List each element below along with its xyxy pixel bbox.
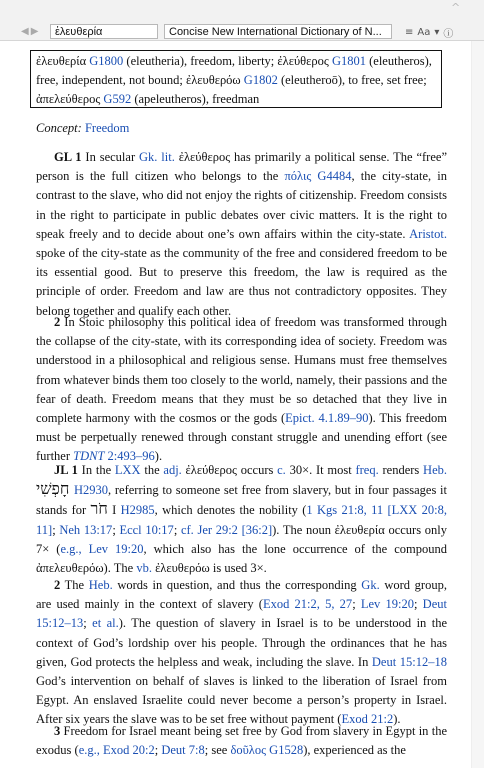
info-icon[interactable]: ⓘ bbox=[443, 28, 454, 40]
back-icon[interactable]: ◀ bbox=[21, 26, 29, 37]
scripture-link[interactable]: cf. Jer 29:2 [36:2] bbox=[180, 522, 273, 537]
scripture-link[interactable]: e.g., Lev 19:20 bbox=[60, 541, 144, 556]
paragraph-number: 2 bbox=[54, 578, 61, 592]
abbrev-link[interactable]: c. bbox=[277, 463, 286, 477]
scripture-link[interactable]: Neh 13:17 bbox=[59, 522, 113, 537]
source-link[interactable]: Epict. 4.1.89–90 bbox=[285, 411, 369, 426]
definition-text: (eleutheroō), to free, set free; ἀπελεύθερος bbox=[36, 73, 427, 106]
abbrev-link[interactable]: et al. bbox=[92, 616, 119, 631]
abbrev-link[interactable]: Heb. bbox=[88, 578, 113, 592]
jl1-paragraph: JL 1 In the LXX the adj. ἐλεύθερος occurs c. 30×. It most freq. renders Heb. חָפְשִׁי H2930, referring to someone set free from slavery, but in four passages it stands for חֹר I H2985, which denotes the nobility (1 Kgs 21:8, 11 [LXX 20:8, 11]; Neh 13:17; Eccl 10:17; cf. Jer 29:2 [36:2]). The noun ἐλευθερία occurs only 7× (e.g., Lev 19:20, which also has the lone occurrence of the compound ἀπελευθερόω). The vb. ἐλευθερόω is used 3×. bbox=[36, 463, 447, 576]
paragraph-number: 2 bbox=[54, 315, 61, 329]
definition-text: (apeleutheros), freedman bbox=[131, 92, 260, 106]
source-link[interactable]: TDNT 2:493–96 bbox=[73, 449, 155, 464]
jl2-paragraph: 2 The Heb. words in question, and thus the corresponding Gk. word group, are used mainly in the context of slavery (Exod 21:2, 5, 27; Lev 19:20; Deut 15:12–13; et al.). The question of slavery in Israel is to be understood in the context of God’s lordship over his people. Through the ordinances that he has given, God protects the helpless and weak, including the slave. In Deut 15:12–18 God’s intervention on behalf of slaves is linked to the liberation of Israel from Egypt. An enslaved Israelite could never become a person’s property in Israel. After six years the slave was to be set free without payment (Exod 21:2). bbox=[36, 578, 448, 727]
scripture-link[interactable]: Exod 21:2, 5, 27 bbox=[262, 597, 353, 612]
scripture-link[interactable]: Deut 15:12–18 bbox=[371, 654, 447, 669]
concept-label: Concept: bbox=[36, 121, 85, 135]
forward-icon[interactable]: ▶ bbox=[30, 26, 39, 37]
toolbar bbox=[0, 0, 484, 41]
strongs-link[interactable]: δοῦλος G1528 bbox=[230, 743, 304, 758]
abbrev-link[interactable]: LXX bbox=[114, 463, 141, 477]
gl1-paragraph: GL 1 In secular Gk. lit. ἐλεύθερος has primarily a political sense. The “free” person is the full citizen who belongs to the πόλις G4484, the city-state, in contrast to the slave, who did not enjoy the rights of citizenship. Freedom consists in the right to participate in public debates over civic matters. It is the right to speak freely and to decide about one’s own affairs within the city-state. Aristot. spoke of the city-state as the community of the free and considered freedom to be its essential good. But to preserve this freedom, the law is required as the principle of order. Freedom and law are thus not contradictory opposites. They belong together and qualify each other. bbox=[36, 150, 448, 318]
abbrev-link[interactable]: vb. bbox=[136, 561, 152, 576]
abbrev-link[interactable]: Gk. lit. bbox=[139, 150, 175, 164]
definition-box bbox=[30, 50, 442, 108]
definition-text: (eleutheros), free, independent, not bound; ἐλευθερόω bbox=[36, 54, 432, 87]
strongs-link[interactable]: H2985 bbox=[120, 503, 155, 518]
view-tools bbox=[405, 24, 463, 40]
strongs-link[interactable]: πόλις G4484 bbox=[284, 169, 352, 184]
jl3-paragraph: 3 Freedom for Israel meant being set free by God from slavery in Egypt in the exodus (e.g., Exod 20:2; Deut 7:8; see δοῦλος G1528), experienced as the bbox=[36, 724, 447, 758]
search-input[interactable]: ἐλευθερία bbox=[50, 24, 158, 39]
abbrev-link[interactable]: freq. bbox=[355, 463, 379, 477]
text-size-menu[interactable]: Aa bbox=[417, 26, 431, 38]
scrollbar[interactable] bbox=[471, 41, 484, 768]
scripture-link[interactable]: 1 Kgs 21:8, 11 [LXX 20:8, 11] bbox=[36, 503, 447, 537]
menu-lines-icon[interactable]: ≡ bbox=[405, 26, 414, 38]
history-nav bbox=[21, 24, 49, 40]
scripture-link[interactable]: e.g., Exod 20:2 bbox=[78, 743, 155, 758]
gl2-paragraph: 2 In Stoic philosophy this political idea of freedom was transformed through the collapse of the city-state, with its corresponding idea of society. Freedom was understood in a philosophical and religious sense. Humans must free themselves from whatever binds them too closely to the world, namely, their passions and the fear of death. Freedom means that they must be so detached that they live in complete harmony with the cosmos or the gods (Epict. 4.1.89–90). This freedom must be perpetually renewed through constant struggle and unending effort (see further TDNT 2:493–96). bbox=[36, 315, 447, 464]
abbrev-link[interactable]: Heb. bbox=[423, 463, 447, 477]
scripture-link[interactable]: Eccl 10:17 bbox=[119, 522, 174, 537]
scripture-link[interactable]: Deut 7:8 bbox=[161, 743, 205, 758]
paragraph-number: 3 bbox=[54, 724, 61, 738]
strongs-link-g1800[interactable]: G1800 bbox=[89, 54, 124, 68]
scripture-link[interactable]: Deut 15:12–13 bbox=[36, 597, 447, 631]
section-heading: GL 1 bbox=[54, 150, 82, 164]
scripture-link[interactable]: Exod 21:2 bbox=[341, 712, 394, 727]
definition-text: (eleutheria), freedom, liberty; ἐλεύθερος bbox=[123, 54, 332, 68]
chevron-up-icon[interactable]: ^ bbox=[451, 1, 461, 14]
concept-link[interactable]: Freedom bbox=[84, 121, 130, 135]
dictionary-selector[interactable]: Concise New International Dictionary of N... bbox=[164, 24, 392, 39]
source-link[interactable]: Aristot. bbox=[409, 226, 447, 241]
scripture-link[interactable]: Lev 19:20 bbox=[360, 597, 414, 612]
dropdown-arrow-icon[interactable]: ▾ bbox=[434, 26, 440, 38]
definition-text: ἐλευθερία bbox=[36, 54, 90, 68]
strongs-link[interactable]: H2930 bbox=[73, 483, 109, 498]
concept-line bbox=[36, 121, 129, 136]
strongs-link-g1802[interactable]: G1802 bbox=[243, 73, 278, 87]
section-heading: JL 1 bbox=[54, 463, 78, 477]
abbrev-link[interactable]: adj. bbox=[163, 463, 182, 477]
strongs-link-g592[interactable]: G592 bbox=[103, 92, 132, 106]
abbrev-link[interactable]: Gk. bbox=[361, 578, 380, 592]
strongs-link-g1801[interactable]: G1801 bbox=[331, 54, 366, 68]
